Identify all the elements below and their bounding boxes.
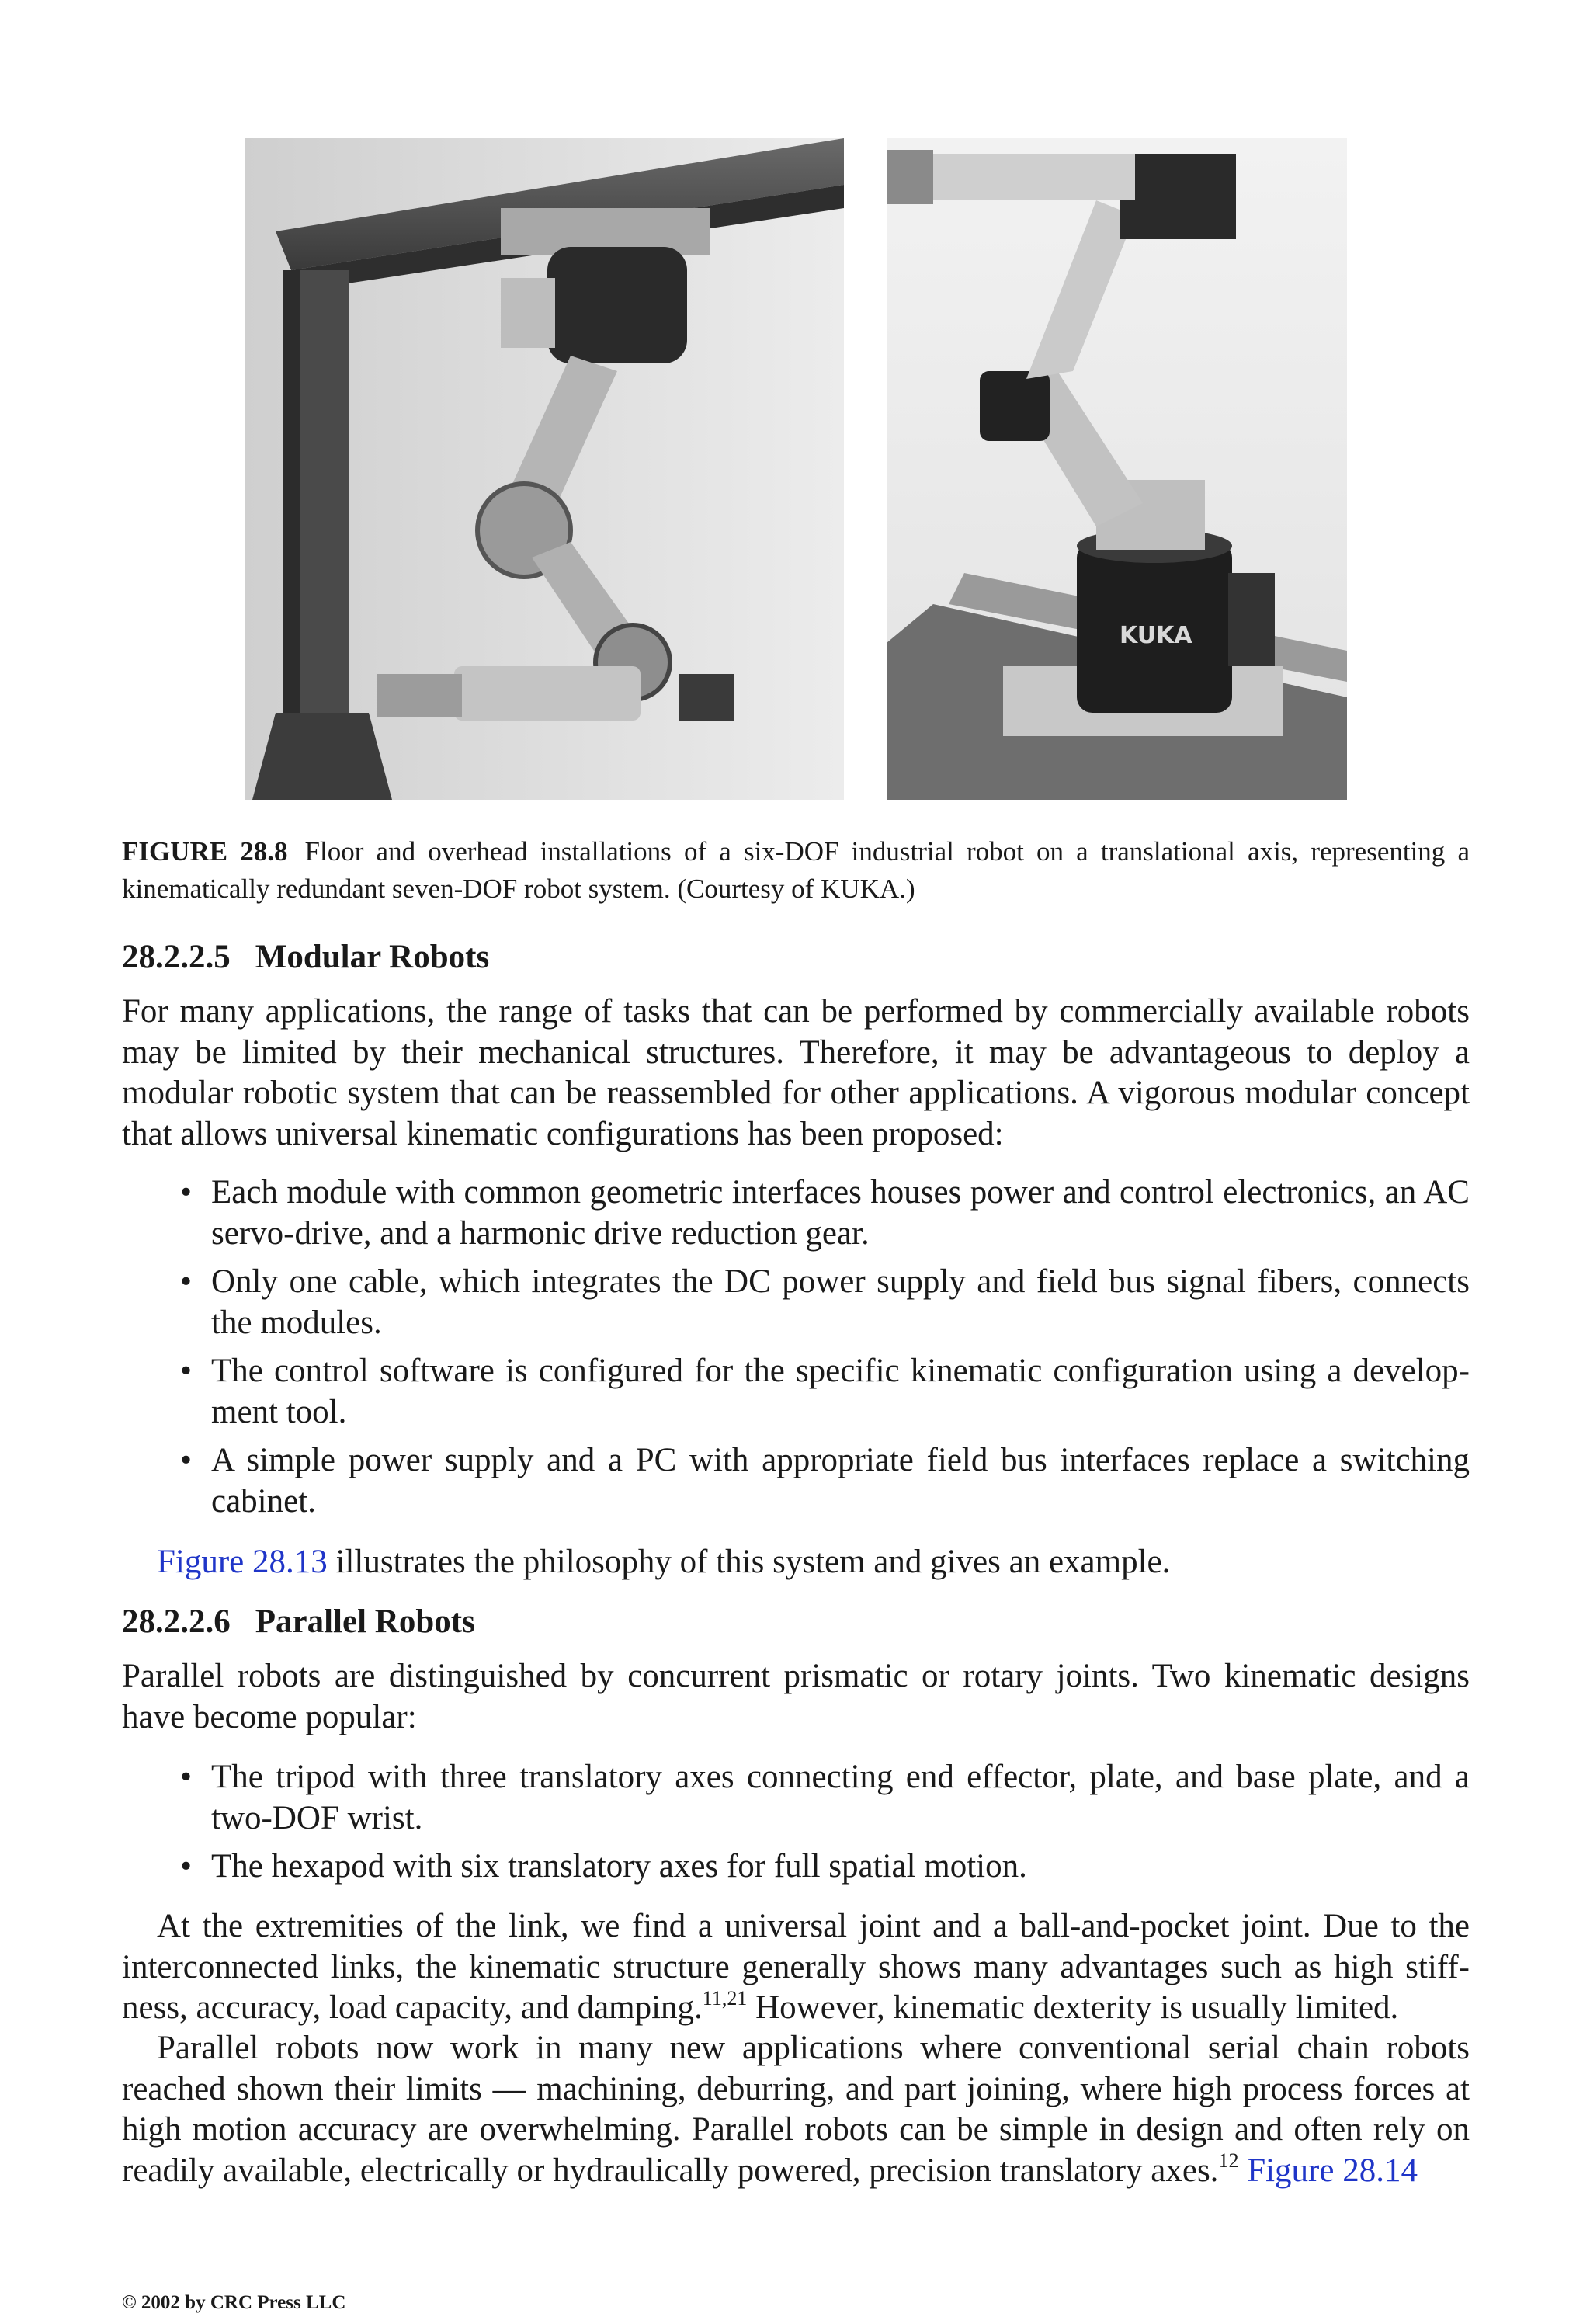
parallel-robots-paragraph-1 xyxy=(122,1906,1470,2029)
copyright-footer: © 2002 by CRC Press LLC xyxy=(122,2292,346,2313)
section-heading-modular-robots xyxy=(122,937,1470,978)
floor-robot-photo xyxy=(887,138,1347,800)
bullet-icon: • xyxy=(180,1759,193,1795)
bullet-icon: • xyxy=(180,1442,193,1478)
bullet-icon: • xyxy=(180,1353,193,1389)
list-item xyxy=(122,1351,1470,1433)
section-title: Modular Robots xyxy=(255,939,490,975)
list-item-text: A simple power supply and a PC with appropriate field bus interfaces replace a switching cabinet. xyxy=(211,1442,1470,1520)
list-item-text: Only one cable, which integrates the DC power supply and field bus signal fibers, connects the modules. xyxy=(211,1263,1470,1341)
section-heading-parallel-robots xyxy=(122,1602,1470,1642)
figure-caption-text: Floor and overhead installations of a six-DOF industrial robot on a translational axis, representing a kinematically redundant seven-DOF robot system. (Courtesy of KUKA.) xyxy=(122,836,1470,904)
figure-label: FIGURE 28.8 xyxy=(122,836,288,867)
modular-robots-intro: For many applications, the range of tasks that can be performed by commercially available robots may be limited by their mechanical structures. Therefore, it may be advantageous to deploy a modular robotic system that can be reassembled for other applications. A vigorous modular concept that allows universal kinematic configurations has been proposed: xyxy=(122,993,1470,1152)
list-item xyxy=(122,1440,1470,1522)
figure-reference-paragraph xyxy=(122,1542,1470,1583)
parallel-robots-paragraph-2 xyxy=(122,2028,1470,2191)
list-item-text: The tripod with three translatory axes connecting end effector, plate, and base plate, and a two-DOF wrist. xyxy=(211,1759,1470,1836)
paragraph-text: Parallel robots now work in many new applications where conventional serial chain robots reached shown their limits — machining, deburring, and part joining, where high process forces at high motion accuracy are overwhelming. Parallel robots can be simple in design and often rely on readily available, electrically or hydraulically powered, precision translatory axes. xyxy=(122,2030,1470,2189)
parallel-robots-list xyxy=(122,1757,1470,1888)
modular-robots-list xyxy=(122,1172,1470,1522)
section-number: 28.2.2.6 xyxy=(122,1603,231,1640)
list-item-text: Each module with common geometric interfaces houses power and control electronics, an AC servo-drive, and a harmonic drive reduction gear. xyxy=(211,1174,1470,1252)
bullet-icon: • xyxy=(180,1848,193,1885)
list-item-text: The control software is configured for the specific kinematic configuration using a develop-ment tool. xyxy=(211,1353,1470,1430)
overhead-robot-photo xyxy=(245,138,844,800)
bullet-icon: • xyxy=(180,1174,193,1211)
section-title: Parallel Robots xyxy=(255,1603,475,1640)
list-item xyxy=(122,1757,1470,1839)
list-item-text: The hexapod with six translatory axes for full spatial motion. xyxy=(211,1848,1027,1885)
list-item xyxy=(122,1262,1470,1343)
paragraph-text: illustrates the philosophy of this system and gives an example. xyxy=(327,1544,1171,1580)
list-item xyxy=(122,1172,1470,1254)
parallel-robots-intro: Parallel robots are distinguished by concurrent prismatic or rotary joints. Two kinematic designs have become popular: xyxy=(122,1658,1470,1735)
citation-ref: 11,21 xyxy=(702,1986,748,2010)
citation-ref: 12 xyxy=(1218,2149,1239,2173)
paragraph-text: However, kinematic dexterity is usually limited. xyxy=(747,1989,1399,2026)
figure-28-14-link[interactable]: Figure 28.14 xyxy=(1247,2152,1418,2189)
paragraph-text: At the extremities of the link, we find a universal joint and a ball-and-pocket joint. Due to the interconnected links, the kinematic structure generally shows many advantages such as high stiff-ness, accuracy, load capacity, and damping. xyxy=(122,1908,1470,2026)
figure-28-13-link[interactable]: Figure 28.13 xyxy=(157,1544,328,1580)
bullet-icon: • xyxy=(180,1263,193,1300)
section-number: 28.2.2.5 xyxy=(122,939,231,975)
list-item xyxy=(122,1846,1470,1888)
figure-caption xyxy=(122,833,1470,908)
kuka-logo: KUKA xyxy=(1120,622,1192,649)
